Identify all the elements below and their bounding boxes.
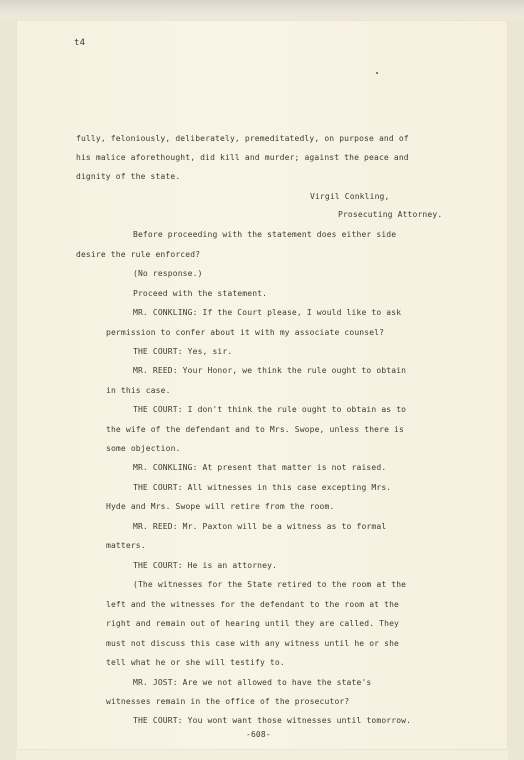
signature-name: Virgil Conkling, (310, 192, 390, 201)
transcript-line-20: Hyde and Mrs. Swope will retire from the room. (106, 502, 335, 511)
transcript-line-22: matters. (106, 541, 146, 550)
transcript-line-14: in this case. (106, 386, 171, 395)
transcript-line-2: his malice aforethought, did kill and murder; against the peace and (76, 153, 409, 162)
transcript-line-18: MR. CONKLING: At present that matter is not raised. (133, 463, 387, 472)
transcript-line-7: desire the rule enforced? (76, 250, 201, 259)
transcript-line-23: THE COURT: He is an attorney. (133, 561, 278, 570)
transcript-line-16: the wife of the defendant and to Mrs. Swope, unless there is (106, 425, 404, 434)
transcript-line-13: MR. REED: Your Honor, we think the rule ought to obtain (133, 366, 407, 375)
transcript-line-8: (No response.) (133, 269, 203, 278)
transcript-line-15: THE COURT: I don't think the rule ought to obtain as to (133, 405, 407, 414)
transcript-line-25: left and the witnesses for the defendant to the room at the (106, 600, 400, 609)
transcript-line-31: THE COURT: You wont want those witnesses until tomorrow. (133, 716, 412, 725)
transcript-line-24: (The witnesses for the State retired to the room at the (133, 580, 407, 589)
signature-title: Prosecuting Attorney. (338, 210, 443, 219)
transcript-line-21: MR. REED: Mr. Paxton will be a witness as to formal (133, 522, 387, 531)
transcript-line-28: tell what he or she will testify to. (106, 658, 285, 667)
footer-page-number: -608- (246, 730, 271, 739)
transcript-line-19: THE COURT: All witnesses in this case excepting Mrs. (133, 483, 392, 492)
transcript-line-30: witnesses remain in the office of the prosecutor? (106, 697, 350, 706)
page-top-shadow-band (0, 0, 524, 21)
transcript-line-1: fully, feloniously, deliberately, premeditatedly, on purpose and of (76, 134, 409, 143)
transcript-line-17: some objection. (106, 444, 181, 453)
paper-speck (376, 72, 378, 74)
transcript-line-11: permission to confer about it with my associate counsel? (106, 328, 385, 337)
transcript-line-6: Before proceeding with the statement does either side (133, 230, 397, 239)
page-marker: t4 (74, 38, 86, 48)
transcript-line-26: right and remain out of hearing until they are called. They (106, 619, 400, 628)
transcript-line-27: must not discuss this case with any witness until he or she (106, 639, 400, 648)
left-page-margin (0, 20, 16, 760)
right-page-margin (508, 20, 524, 760)
transcript-line-12: THE COURT: Yes, sir. (133, 347, 233, 356)
transcript-line-9: Proceed with the statement. (133, 289, 268, 298)
transcript-line-29: MR. JOST: Are we not allowed to have the state's (133, 678, 372, 687)
transcript-line-3: dignity of the state. (76, 172, 181, 181)
transcript-page (16, 20, 508, 750)
transcript-line-10: MR. CONKLING: If the Court please, I would like to ask (133, 308, 402, 317)
